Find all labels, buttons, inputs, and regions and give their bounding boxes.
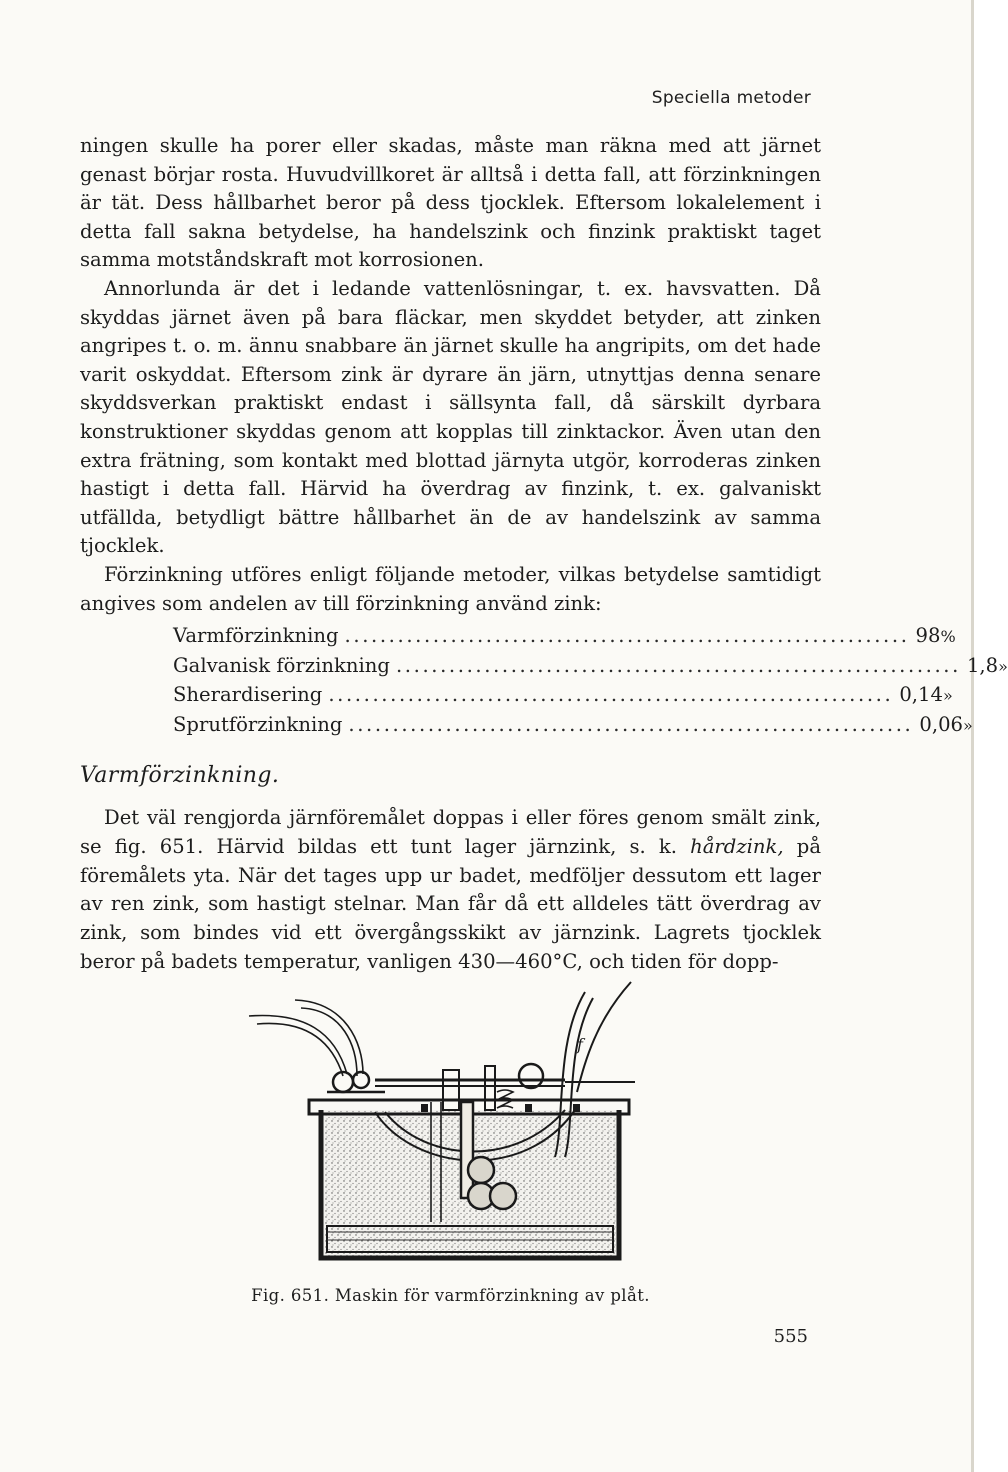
figure-caption: Fig. 651. Maskin för varmförzinkning av plåt. [251,1286,650,1305]
method-unit: % [940,627,956,646]
section-paragraph [80,804,821,977]
paragraph-1: ningen skulle ha porer eller skadas, måste man räkna med att järnet genast börjar rosta. Huvudvillkoret är alltså i detta fall, att förzinkningen är tät. Dess hållbarhet beror på dess tjocklek. Eftersom lokalelement i detta fall sakna betydelse, ha handelszink och finzink praktiskt taget samma motståndskraft mot korrosionen. [80,134,821,272]
method-value: 1,8 [966,653,999,677]
method-value: 0,06 [919,712,964,736]
leader-dots: ................................................................ [328,683,894,707]
method-unit: » [963,715,973,735]
page-number: 555 [773,1326,808,1347]
method-value: 0,14 [899,683,943,707]
method-unit: » [942,686,953,706]
leader-dots: ................................................................ [344,624,910,647]
method-row [173,711,973,741]
paragraph-3: Förzinkning utföres enligt följande metoder, vilkas betydelse samtidigt angives som andelen av till förzinkning använd zink: [80,562,821,615]
method-name: Varmförzinkning [173,624,339,647]
galvanizing-machine-illustration [235,982,655,1274]
running-header: Speciella metoder [651,88,811,108]
method-value: 98 [915,624,941,647]
paragraph-2: Annorlunda är det i ledande vattenlösningar, t. ex. havsvatten. Då skyddas järnet även på bara fläckar, men skyddet betyder, att zinken angripes t. o. m. ännu snabbare än järnet skulle ha angripits, om det hade varit oskyddat. Eftersom zink är dyrare än järn, utnyttjas denna senare skyddsverkan praktiskt endast i sällsynta fall, då särskilt dyrbara konstruktioner skyddas genom att kopplas till zinktackor. Även utan den extra frätning, som kontakt med blottad järnyta utgör, korroderas zinken hastigt i detta fall. Härvid ha överdrag av finzink, t. ex. galvaniskt utfällda, betydligt bättre hållbarhet än de av handelszink av samma tjocklek. [80,276,821,558]
method-name: Sherardisering [173,683,323,707]
method-row [173,681,953,711]
section-text-start: Det väl rengjorda järnföremålet doppas i eller föres genom smält zink, se fig. 651. Härvid bildas ett tunt lager järnzink, s. k. [80,806,821,858]
section-heading: Varmförzinkning. [80,763,280,788]
method-row [173,652,1008,682]
emphasis-term: hårdzink, [690,834,784,858]
section-text-end: på föremålets yta. När det tages upp ur badet, medföljer dessutom ett lager av ren zink, som hastigt stelnar. Man får då ett alldeles tätt överdrag av zink, som bindes vid ett övergångsskikt av järnzink. Lagrets tjocklek beror på badets temperatur, vanligen 430—460°C, och tiden för dopp- [80,834,822,973]
leader-dots: ................................................................ [348,712,914,736]
method-name: Sprutförzinkning [173,712,343,736]
incoming-sheets [249,1000,363,1076]
methods-list [173,622,1008,740]
leader-dots: ................................................................ [395,653,961,677]
figure-label-f: f [577,1035,583,1054]
method-name: Galvanisk förzinkning [173,653,390,677]
method-row [173,622,956,652]
feed-rollers [327,1072,385,1092]
section-text [80,804,821,977]
intro-text [80,132,821,618]
method-unit: » [998,656,1008,676]
